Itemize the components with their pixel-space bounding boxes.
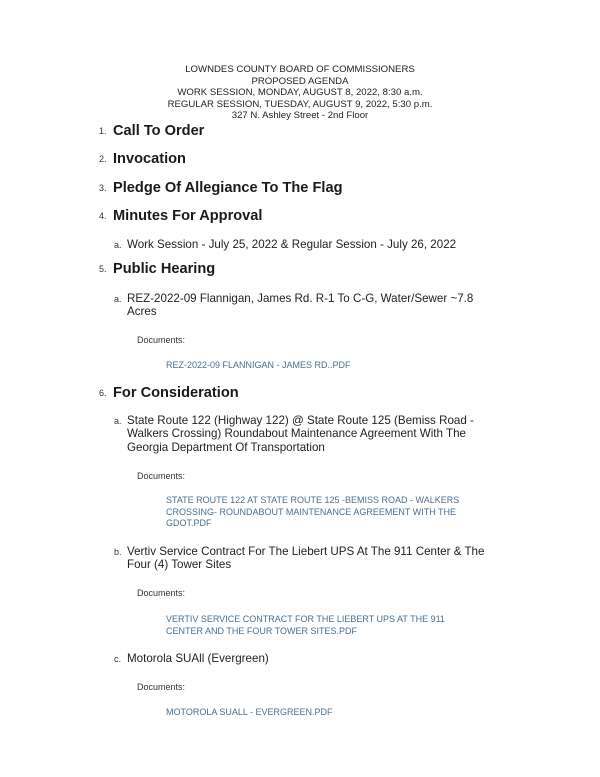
header-agenda-type: PROPOSED AGENDA	[251, 75, 349, 87]
item-motorola-text: Motorola SUAll (Evergreen)	[127, 652, 269, 665]
item-rez-text: REZ-2022-09 Flannigan, James Rd. R-1 To C-G, Water/Sewer ~7.8 Acres	[127, 292, 474, 319]
item-letter: a.	[114, 294, 122, 304]
doc-link-vertiv[interactable]: VERTIV SERVICE CONTRACT FOR THE LIEBERT UPS AT THE 911 CENTER AND THE FOUR TOWER SITES.PDF	[166, 614, 445, 636]
section-title-minutes: Minutes For Approval	[113, 208, 263, 224]
section-number: 3.	[99, 183, 107, 193]
section-title-invocation: Invocation	[113, 151, 186, 167]
documents-label: Documents:	[137, 471, 186, 481]
documents-label: Documents:	[137, 682, 186, 692]
section-title-public-hearing: Public Hearing	[113, 261, 216, 277]
item-letter: a.	[114, 416, 122, 426]
header-work-session: WORK SESSION, MONDAY, AUGUST 8, 2022, 8:30 a.m.	[177, 87, 423, 99]
section-title-pledge: Pledge Of Allegiance To The Flag	[113, 180, 343, 196]
item-roundabout-text: State Route 122 (Highway 122) @ State Route 125 (Bemiss Road - Walkers Crossing) Roundabout Maintenance Agreement With The Georgia Department Of Transportation	[127, 414, 474, 454]
item-vertiv-text: Vertiv Service Contract For The Liebert UPS At The 911 Center & The Four (4) Tower Sites	[127, 545, 485, 572]
header-board-name: LOWNDES COUNTY BOARD OF COMMISSIONERS	[185, 64, 415, 75]
item-letter: c.	[114, 654, 122, 664]
header-address: 327 N. Ashley Street - 2nd Floor	[231, 110, 369, 122]
section-title-call-to-order: Call To Order	[113, 123, 205, 139]
item-letter: b.	[114, 547, 122, 557]
section-number: 1.	[99, 126, 107, 136]
header-regular-session: REGULAR SESSION, TUESDAY, AUGUST 9, 2022, 5:30 p.m.	[167, 98, 433, 110]
doc-link-rez-flannigan[interactable]: REZ-2022-09 FLANNIGAN - JAMES RD..PDF	[166, 360, 351, 370]
documents-label: Documents:	[137, 588, 186, 598]
section-number: 5.	[99, 264, 107, 274]
section-number: 2.	[99, 154, 107, 164]
section-title-for-consideration: For Consideration	[113, 385, 239, 401]
section-number: 6.	[99, 388, 107, 398]
item-letter: a.	[114, 240, 122, 250]
doc-link-motorola[interactable]: MOTOROLA SUALL - EVERGREEN.PDF	[166, 707, 333, 717]
documents-label: Documents:	[137, 335, 186, 345]
item-minutes-text: Work Session - July 25, 2022 & Regular Session - July 26, 2022	[127, 238, 457, 251]
section-number: 4.	[99, 211, 107, 221]
doc-link-roundabout[interactable]: STATE ROUTE 122 AT STATE ROUTE 125 -BEMISS ROAD - WALKERS CROSSING- ROUNDABOUT MAINTENANCE AGREEMENT WITH THE GDOT.PDF	[166, 495, 460, 529]
agenda-header	[0, 64, 600, 122]
